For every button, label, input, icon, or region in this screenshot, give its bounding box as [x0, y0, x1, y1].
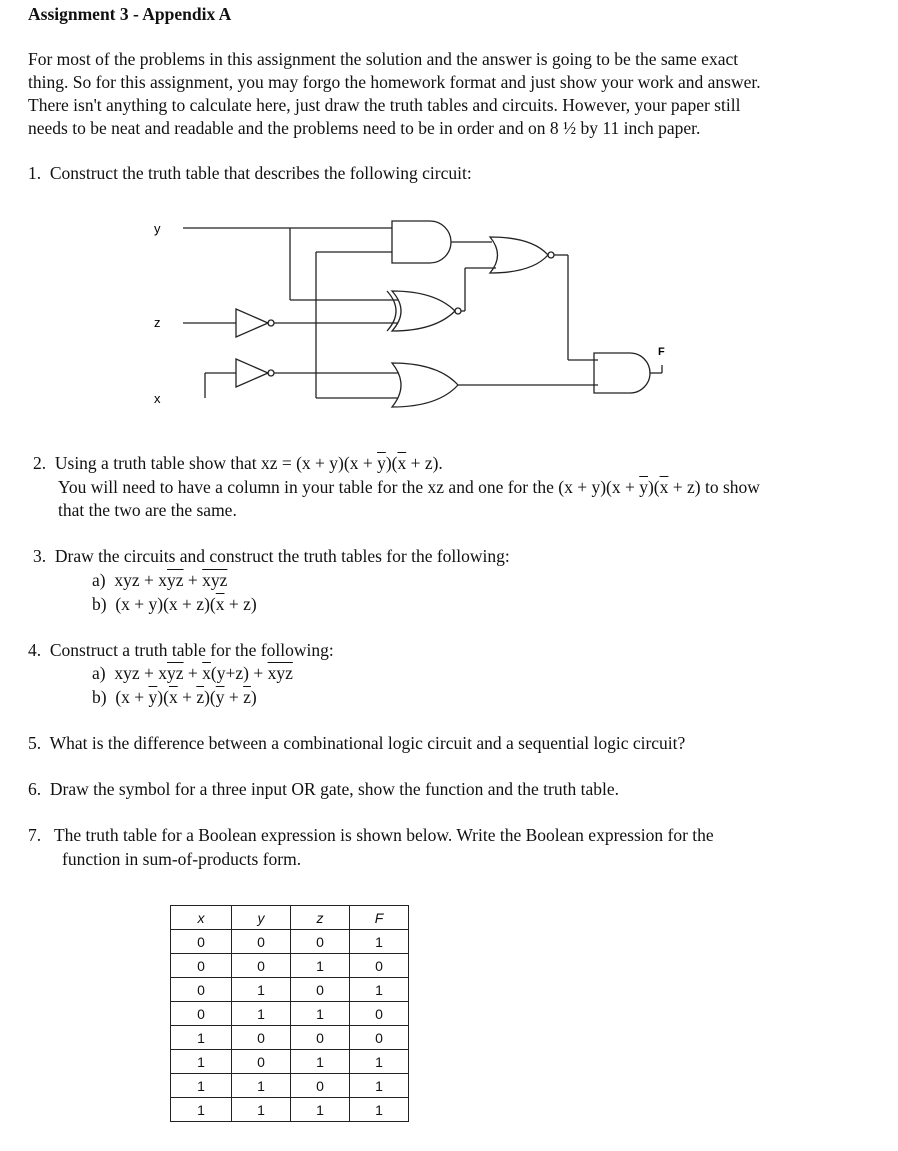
table-cell: 1 — [350, 978, 409, 1002]
question-2-line-3: that the two are the same. — [58, 500, 237, 520]
question-text: )( — [647, 477, 660, 497]
table-row — [171, 1074, 409, 1098]
table-cell: 0 — [291, 978, 350, 1002]
table-cell: 0 — [232, 1050, 291, 1074]
question-6 — [28, 779, 619, 800]
table-cell: 1 — [232, 978, 291, 1002]
overline-term: $\overline{xyz}$ — [202, 570, 228, 590]
and-gate-final — [594, 353, 650, 393]
or-gate-bottom — [392, 363, 458, 407]
table-cell: 1 — [291, 1050, 350, 1074]
table-cell: 0 — [232, 954, 291, 978]
part-label: a) — [92, 663, 106, 683]
label-z: z — [154, 315, 161, 330]
table-row — [171, 1002, 409, 1026]
question-text: What is the difference between a combinational logic circuit and a sequential logic circuit? — [49, 733, 686, 753]
expression: + — [224, 687, 244, 707]
expression: ) — [250, 687, 257, 707]
expression: + — [183, 663, 203, 683]
table-cell: 1 — [232, 1074, 291, 1098]
table-cell: 0 — [350, 954, 409, 978]
overline-term: $\overline{yz}$ — [167, 570, 184, 590]
table-cell: 1 — [350, 1098, 409, 1122]
question-number: 4. — [28, 640, 42, 660]
overline-term: $\overline{y}$ — [377, 453, 386, 473]
question-text: Draw the symbol for a three input OR gate, show the function and the truth table. — [49, 779, 619, 799]
and-gate-1 — [392, 221, 451, 263]
table-cell: 0 — [291, 930, 350, 954]
expression: xyz + x — [114, 663, 167, 683]
nor-bubble-top — [548, 252, 554, 258]
question-number: 7. — [28, 825, 42, 845]
expression: (x + — [115, 687, 149, 707]
expression: (x + y)(x + z)( — [115, 594, 216, 614]
table-cell: 0 — [171, 954, 232, 978]
overline-term: $\overline{x}$ — [202, 663, 211, 683]
table-cell: 1 — [171, 1074, 232, 1098]
truth-table — [170, 905, 409, 1122]
question-number: 6. — [28, 779, 42, 799]
table-cell: 0 — [350, 1002, 409, 1026]
question-number: 5. — [28, 733, 42, 753]
table-cell: 0 — [171, 930, 232, 954]
question-text: Draw the circuits and construct the truth tables for the following: — [54, 546, 510, 566]
overline-term: $\overline{x}$ — [397, 453, 407, 473]
table-cell: 1 — [171, 1050, 232, 1074]
expression: xyz + x — [114, 570, 167, 590]
part-label: b) — [92, 594, 107, 614]
overline-term: $\overline{xyz}$ — [267, 663, 293, 683]
nor-gate-top — [490, 237, 548, 273]
table-cell: 1 — [350, 930, 409, 954]
overline-term: $\overline{yz}$ — [167, 663, 184, 683]
overline-term: $\overline{x}$ — [215, 594, 225, 614]
part-label: a) — [92, 570, 106, 590]
question-number: 2. — [33, 453, 47, 473]
column-header-z: z — [291, 906, 350, 930]
question-1 — [28, 163, 472, 184]
question-number: 1. — [28, 163, 42, 183]
question-number: 3. — [33, 546, 47, 566]
question-7-line-2: function in sum-of-products form. — [62, 849, 302, 869]
table-cell: 1 — [171, 1098, 232, 1122]
label-y: y — [154, 221, 161, 236]
column-header-f: F — [350, 906, 409, 930]
label-x: x — [154, 391, 161, 406]
table-row — [171, 1050, 409, 1074]
part-label: b) — [92, 687, 107, 707]
table-cell: 0 — [232, 930, 291, 954]
intro-line: For most of the problems in this assignment the solution and the answer is going to be the same exact — [28, 49, 739, 69]
table-cell: 1 — [291, 954, 350, 978]
column-header-y: y — [232, 906, 291, 930]
table-cell: 1 — [291, 1098, 350, 1122]
table-row — [171, 1026, 409, 1050]
logic-circuit-diagram — [140, 215, 680, 415]
expression: + z) — [224, 594, 257, 614]
table-header-row — [171, 906, 409, 930]
question-text: Construct a truth table for the following: — [49, 640, 334, 660]
not-gate-x — [236, 359, 268, 387]
table-row — [171, 930, 409, 954]
question-2 — [33, 453, 443, 474]
question-text: )( — [385, 453, 398, 473]
table-cell: 0 — [291, 1074, 350, 1098]
intro-line: thing. So for this assignment, you may forgo the homework format and just show your work and answer. — [28, 72, 761, 92]
question-3a — [92, 570, 227, 591]
question-3b — [92, 594, 257, 615]
expression: )( — [157, 687, 169, 707]
expression: (y+z) + — [210, 663, 268, 683]
table-row — [171, 954, 409, 978]
table-cell: 0 — [171, 1002, 232, 1026]
table-cell: 1 — [232, 1098, 291, 1122]
intro-line: needs to be neat and readable and the problems need to be in order and on 8 ½ by 11 inch paper. — [28, 118, 701, 138]
intro-paragraph — [28, 48, 888, 140]
table-cell: 0 — [291, 1026, 350, 1050]
question-4b — [92, 687, 257, 708]
column-header-x: x — [171, 906, 232, 930]
question-text: You will need to have a column in your table for the xz and one for the (x + y)(x + — [58, 477, 640, 497]
not-gate-z — [236, 309, 268, 337]
overline-term: $\overline{y}$ — [639, 477, 648, 497]
question-7 — [28, 825, 714, 846]
question-text: Construct the truth table that describes the following circuit: — [49, 163, 472, 183]
question-3 — [33, 546, 510, 567]
table-cell: 0 — [232, 1026, 291, 1050]
table-cell: 0 — [171, 978, 232, 1002]
question-text: The truth table for a Boolean expression is shown below. Write the Boolean expression for the — [53, 825, 714, 845]
table-cell: 1 — [350, 1074, 409, 1098]
question-4a — [92, 663, 293, 684]
expression: + — [183, 570, 203, 590]
overline-term: $\overline{z}$ — [243, 687, 251, 707]
page-title: Assignment 3 - Appendix A — [28, 4, 232, 24]
table-cell: 1 — [232, 1002, 291, 1026]
question-2-line-2 — [58, 477, 760, 498]
overline-term: $\overline{y}$ — [215, 687, 225, 707]
overline-term: $\overline{y}$ — [148, 687, 158, 707]
intro-line: There isn't anything to calculate here, just draw the truth tables and circuits. However, your paper still — [28, 95, 741, 115]
table-row — [171, 978, 409, 1002]
table-cell: 0 — [350, 1026, 409, 1050]
overline-term: $\overline{x}$ — [659, 477, 669, 497]
overline-term: $\overline{z}$ — [196, 687, 205, 707]
table-row — [171, 1098, 409, 1122]
question-text: + z). — [406, 453, 443, 473]
label-f: F — [658, 346, 665, 358]
table-cell: 1 — [171, 1026, 232, 1050]
expression: )( — [204, 687, 216, 707]
table-cell: 1 — [291, 1002, 350, 1026]
or-gate-middle — [392, 291, 455, 331]
table-cell: 1 — [350, 1050, 409, 1074]
question-4 — [28, 640, 334, 661]
expression: + — [177, 687, 197, 707]
question-text: Using a truth table show that xz = (x + y)(x + — [54, 453, 378, 473]
question-text: + z) to show — [668, 477, 760, 497]
overline-term: $\overline{x}$ — [168, 687, 178, 707]
question-5 — [28, 733, 685, 754]
